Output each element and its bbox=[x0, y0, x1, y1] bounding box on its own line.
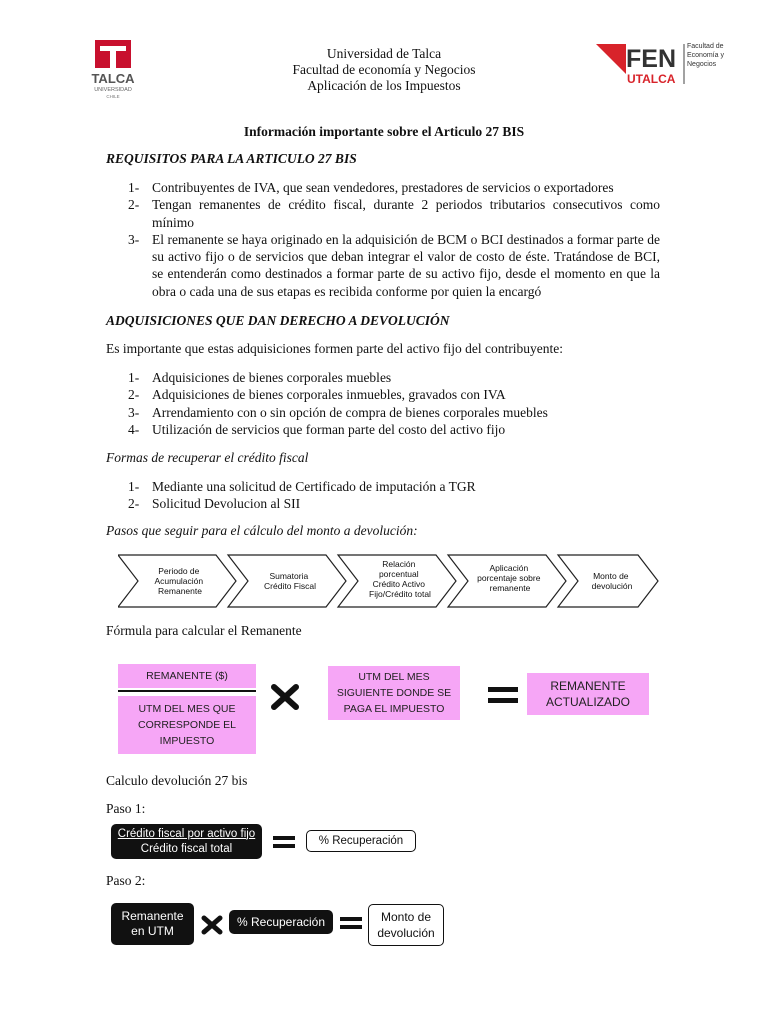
item-number: 1- bbox=[128, 180, 140, 195]
requisitos-list bbox=[128, 179, 660, 300]
item-number: 2- bbox=[128, 197, 140, 213]
step-2-line-2: Crédito Fiscal bbox=[264, 581, 316, 591]
step-chevron-4 bbox=[448, 555, 566, 607]
paso1-denominator: Crédito fiscal total bbox=[140, 842, 233, 855]
multiply-icon bbox=[270, 683, 300, 711]
calculo-label: Calculo devolución 27 bis bbox=[106, 773, 248, 788]
steps-chevron-diagram bbox=[118, 553, 660, 609]
step-4-line-1: Aplicación bbox=[489, 563, 529, 573]
item-number: 1- bbox=[128, 370, 140, 385]
header-faculty: Facultad de economía y Negocios bbox=[292, 62, 476, 77]
list-item bbox=[128, 231, 660, 300]
formula-numerator-box: REMANENTE ($) bbox=[118, 664, 256, 688]
logo-talca-text: TALCA bbox=[91, 71, 135, 86]
equals-icon bbox=[272, 835, 296, 849]
item-text: Contribuyentes de IVA, que sean vendedores, prestadores de servicios o exportadores bbox=[152, 180, 614, 195]
step-chevron-1 bbox=[118, 555, 236, 607]
step-chevron-2 bbox=[228, 555, 346, 607]
step-2-line-1: Sumatoria bbox=[269, 571, 309, 581]
formula-denominator-box: UTM DEL MES QUE CORRESPONDE EL IMPUESTO bbox=[118, 696, 256, 754]
step-4-line-3: remanente bbox=[489, 583, 531, 593]
formas-list bbox=[128, 478, 660, 513]
svg-text:Sumatoria Crédito Fiscal bbox=[264, 571, 316, 591]
item-text: Adquisiciones de bienes corporales inmuebles, gravados con IVA bbox=[152, 387, 506, 403]
step-1-line-3: Remanente bbox=[158, 586, 202, 596]
paso1-label: Paso 1: bbox=[106, 801, 146, 816]
logo-utalca-text: UTALCA bbox=[627, 72, 676, 86]
list-item bbox=[128, 421, 660, 438]
item-number: 1- bbox=[128, 479, 140, 494]
list-item bbox=[128, 196, 660, 231]
list-item bbox=[128, 495, 660, 512]
adquisiciones-list bbox=[128, 369, 660, 438]
item-number: 3- bbox=[128, 404, 140, 420]
item-number: 2- bbox=[128, 496, 140, 512]
formas-heading: Formas de recuperar el crédito fiscal bbox=[106, 450, 309, 465]
list-item bbox=[128, 478, 660, 495]
item-text: Utilización de servicios que forman parte del costo del activo fijo bbox=[152, 421, 506, 437]
step-4-line-2: porcentaje sobre bbox=[477, 573, 541, 583]
step-1-line-2: Acumulación bbox=[154, 576, 204, 586]
paso1-fraction-box bbox=[111, 824, 262, 859]
logo-chile-text: CHILE bbox=[106, 94, 120, 99]
adquisiciones-intro: Es importante que estas adquisiciones formen parte del activo fijo del contribuyente: bbox=[106, 341, 563, 356]
step-1-line-1: Periodo de bbox=[158, 566, 200, 576]
logo-universidad-text: UNIVERSIDAD bbox=[94, 87, 132, 93]
item-number: 4- bbox=[128, 421, 140, 437]
paso1-numerator: Crédito fiscal por activo fijo bbox=[117, 827, 256, 840]
svg-text:Periodo de Acumulación bbox=[154, 566, 205, 596]
svg-text:Monto de devolución bbox=[592, 571, 633, 591]
paso2-remanente-text: Remanente en UTM bbox=[121, 909, 184, 938]
item-text: Tengan remanentes de crédito fiscal, durante 2 periodos tributarios consecutivos como mínimo bbox=[152, 197, 660, 230]
document-header bbox=[0, 46, 768, 94]
formula-label: Fórmula para calcular el Remanente bbox=[106, 623, 302, 638]
step-3-line-4: Fijo/Crédito total bbox=[369, 589, 431, 599]
step-5-line-1: Monto de bbox=[593, 571, 629, 581]
step-5-line-2: devolución bbox=[591, 581, 633, 591]
step-3-line-1: Relación bbox=[382, 559, 416, 569]
step-chevron-5 bbox=[558, 555, 658, 607]
item-text: El remanente se haya originado en la adquisición de BCM o BCI destinados a formar parte de su activo fijo o de servicios que deban integrar el valor de costo de éste. Tratándose de BCI, se entenderán como destinados a formar parte de su activo fijo, desde el momento en que la obra o cada una de sus etapas es recibida conforme por quien la encargó bbox=[152, 231, 660, 299]
step-3-line-2: porcentual bbox=[378, 569, 419, 579]
equals-icon bbox=[339, 916, 363, 930]
list-item bbox=[128, 386, 660, 403]
paso2-recuperacion-text: % Recuperación bbox=[236, 914, 326, 929]
paso2-label: Paso 2: bbox=[106, 873, 146, 888]
header-university: Universidad de Talca bbox=[326, 46, 442, 61]
equals-icon bbox=[486, 685, 520, 705]
requisitos-heading: REQUISITOS PARA LA ARTICULO 27 BIS bbox=[106, 151, 357, 166]
formula-result-box: REMANENTE ACTUALIZADO bbox=[527, 673, 649, 715]
formula-multiplier-box: UTM DEL MES SIGUIENTE DONDE SE PAGA EL IMPUESTO bbox=[328, 666, 460, 720]
logo-faculty-text: Facultad de Economía y Negocios bbox=[687, 43, 724, 68]
item-number: 2- bbox=[128, 387, 140, 403]
paso2-recuperacion-box bbox=[229, 910, 333, 934]
paso2-result-box: Monto de devolución bbox=[368, 904, 444, 946]
step-chevron-3 bbox=[338, 555, 456, 607]
adquisiciones-heading: ADQUISICIONES QUE DAN DERECHO A DEVOLUCIÓN bbox=[106, 313, 450, 328]
header-course: Aplicación de los Impuestos bbox=[307, 78, 461, 93]
item-text: Mediante una solicitud de Certificado de imputación a TGR bbox=[152, 479, 476, 494]
item-text: Arrendamiento con o sin opción de compra de bienes corporales muebles bbox=[152, 404, 548, 420]
list-item bbox=[128, 179, 660, 196]
item-number: 3- bbox=[128, 231, 140, 247]
item-text: Adquisiciones de bienes corporales muebles bbox=[152, 370, 392, 385]
list-item bbox=[128, 404, 660, 421]
logo-fen-text: FEN bbox=[626, 45, 676, 73]
multiply-icon bbox=[201, 915, 223, 935]
document-title: Información importante sobre el Articulo 27 BIS bbox=[243, 124, 525, 139]
paso1-result-box: % Recuperación bbox=[306, 830, 416, 852]
item-text: Solicitud Devolucion al SII bbox=[152, 496, 301, 512]
step-3-line-3: Crédito Activo bbox=[372, 579, 426, 589]
formula-fraction-line bbox=[118, 690, 256, 692]
list-item bbox=[128, 369, 660, 386]
pasos-heading: Pasos que seguir para el cálculo del monto a devolución: bbox=[106, 523, 418, 538]
paso2-remanente-box bbox=[111, 903, 194, 945]
